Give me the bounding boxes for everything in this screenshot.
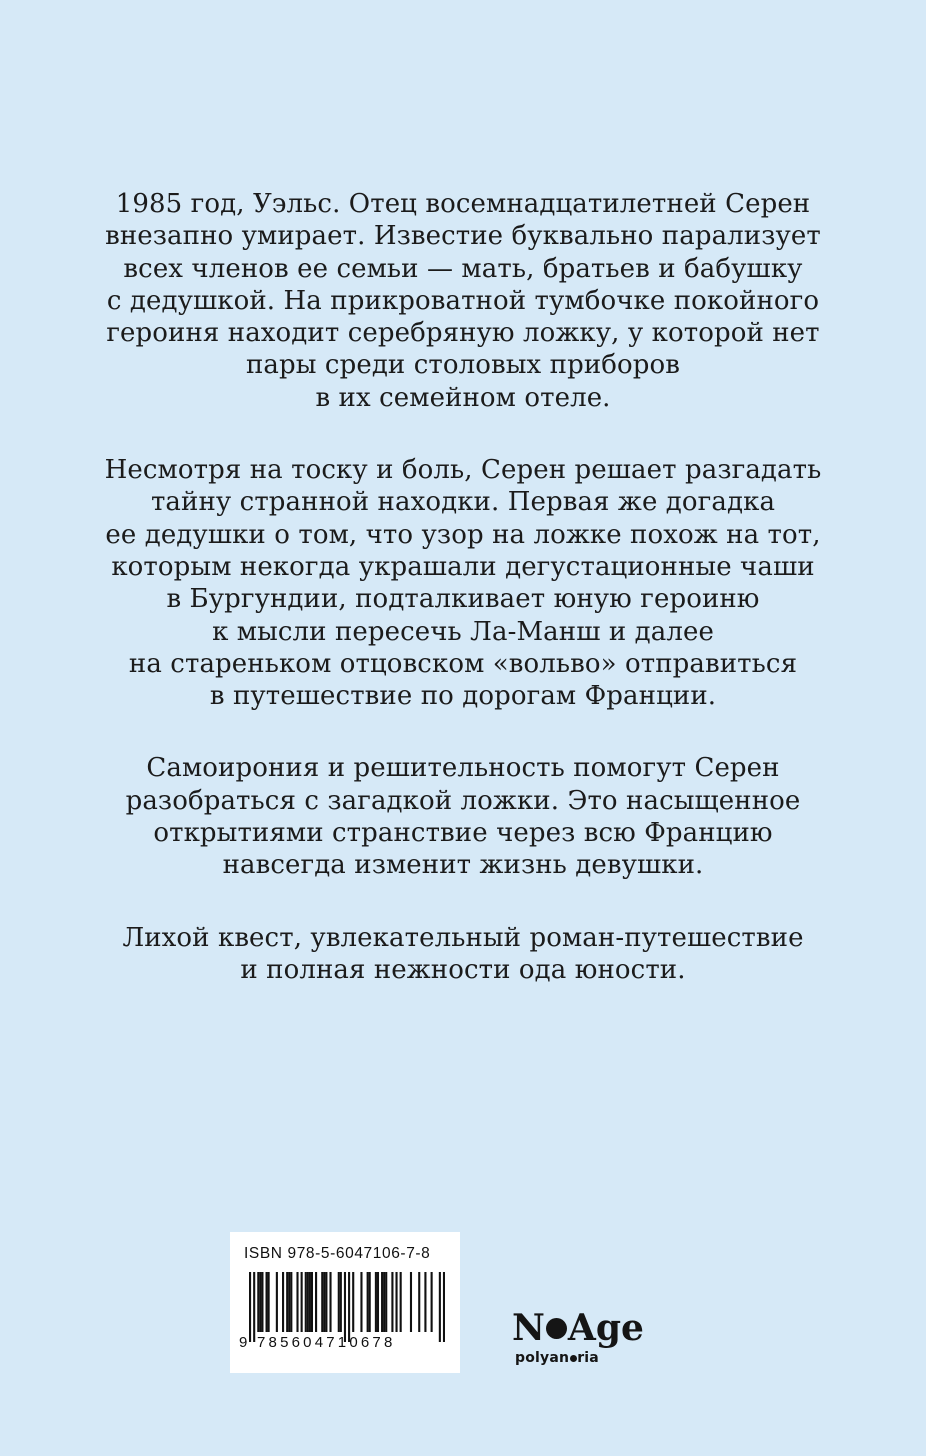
- barcode-bar: [410, 1272, 412, 1332]
- barcode-bar: [431, 1272, 433, 1332]
- publisher-logo: [512, 1308, 672, 1372]
- barcode-bar: [268, 1272, 270, 1332]
- barcode-bar: [348, 1272, 350, 1342]
- dot-circle-icon: [546, 1318, 567, 1339]
- logo-text-n: N: [512, 1307, 545, 1349]
- paragraph-2: [0, 454, 926, 712]
- barcode-bar: [325, 1272, 327, 1332]
- barcode-bar: [259, 1272, 261, 1332]
- text-line: навсегда изменит жизнь девушки.: [222, 850, 704, 881]
- text-line: которым некогда украшали дегустационные чаши: [111, 551, 815, 582]
- text-line: и полная нежности ода юности.: [240, 954, 686, 985]
- barcode-bar: [418, 1272, 420, 1332]
- barcode-bar: [249, 1272, 251, 1342]
- barcode-bar: [296, 1272, 298, 1332]
- barcode-bar: [323, 1272, 325, 1332]
- text-line: в их семейном отеле.: [315, 382, 611, 413]
- barcode-bar: [375, 1272, 377, 1332]
- text-line: с дедушкой. На прикроватной тумбочке покойного: [106, 285, 820, 316]
- paragraph-3: [0, 752, 926, 881]
- barcode-bar: [344, 1272, 346, 1342]
- barcode-bar: [290, 1272, 292, 1332]
- barcode-bar: [286, 1272, 288, 1332]
- text-line: всех членов ее семьи — мать, братьев и бабушку: [123, 253, 803, 284]
- barcode-bar: [266, 1272, 268, 1332]
- barcode-bar: [385, 1272, 387, 1332]
- imprint-text-end: ria: [577, 1350, 599, 1366]
- barcode-bar: [257, 1272, 259, 1332]
- text-line: Лихой квест, увлекательный роман-путешествие: [122, 922, 804, 953]
- text-line: в путешествие по дорогам Франции.: [209, 681, 717, 712]
- polyandria-imprint: [515, 1350, 599, 1366]
- barcode-bar: [261, 1272, 263, 1332]
- annotation-text: [0, 188, 926, 1026]
- barcode-bar: [307, 1272, 309, 1332]
- barcode-bar: [443, 1272, 445, 1342]
- dot-icon: [570, 1355, 577, 1362]
- barcode-bar: [338, 1272, 340, 1332]
- barcode-bar: [424, 1272, 426, 1332]
- barcode-bar: [383, 1272, 385, 1332]
- barcode-bar: [276, 1272, 278, 1332]
- barcode-bar: [400, 1272, 402, 1332]
- isbn-label: ISBN 978-5-6047106-7-8: [244, 1245, 431, 1262]
- barcode-bar: [311, 1272, 313, 1332]
- text-line: 1985 год, Уэльс. Отец восемнадцатилетней Серен: [115, 189, 811, 219]
- text-line: героиня находит серебряную ложку, у которой нет: [106, 318, 820, 349]
- barcode-bar: [391, 1272, 393, 1332]
- barcode-bar: [301, 1272, 303, 1332]
- barcode-bar: [360, 1272, 362, 1332]
- barcode-bar: [253, 1272, 255, 1342]
- text-line: тайну странной находки. Первая же догадка: [150, 487, 776, 518]
- text-line: открытиями странствие через всю Францию: [153, 818, 773, 849]
- ean-first-digit: 9: [239, 1334, 251, 1351]
- paragraph-1: [0, 188, 926, 414]
- barcode-bar: [309, 1272, 311, 1332]
- noage-logo: [512, 1308, 644, 1348]
- text-line: ее дедушки о том, что узор на ложке похож на тот,: [105, 519, 821, 550]
- ean-digits: 785604710678: [257, 1334, 396, 1351]
- text-line: разобраться с загадкой ложки. Это насыщенное: [125, 785, 801, 816]
- text-line: на стареньком отцовском «вольво» отправиться: [128, 648, 798, 679]
- paragraph-4: [0, 922, 926, 987]
- barcode-bar: [329, 1272, 331, 1332]
- barcode-bars: [249, 1272, 445, 1342]
- barcode-bar: [367, 1272, 369, 1332]
- barcode-bar: [282, 1272, 284, 1332]
- text-line: к мысли пересечь Ла-Манш и далее: [212, 616, 714, 647]
- isbn-barcode: [230, 1232, 460, 1373]
- text-line: внезапно умирает. Известие буквально парализует: [105, 221, 821, 252]
- text-line: пары среди столовых приборов: [246, 350, 680, 381]
- barcode-bar: [439, 1272, 441, 1342]
- barcode-bar: [395, 1272, 397, 1332]
- barcode-bar: [340, 1272, 342, 1332]
- barcode-bar: [305, 1272, 307, 1332]
- text-line: Несмотря на тоску и боль, Серен решает разгадать: [104, 455, 822, 486]
- barcode-bar: [321, 1272, 323, 1332]
- barcode-bar: [369, 1272, 371, 1332]
- logo-text-age: Age: [567, 1307, 644, 1349]
- barcode-bar: [288, 1272, 290, 1332]
- text-line: Самоирония и решительность помогут Серен: [146, 753, 780, 784]
- barcode-bar: [315, 1272, 317, 1332]
- barcode-bar: [352, 1272, 354, 1332]
- barcode-bar: [377, 1272, 379, 1332]
- imprint-text-start: polyan: [515, 1350, 570, 1366]
- text-line: в Бургундии, подталкивает юную героиню: [166, 584, 760, 615]
- barcode-bar: [381, 1272, 383, 1332]
